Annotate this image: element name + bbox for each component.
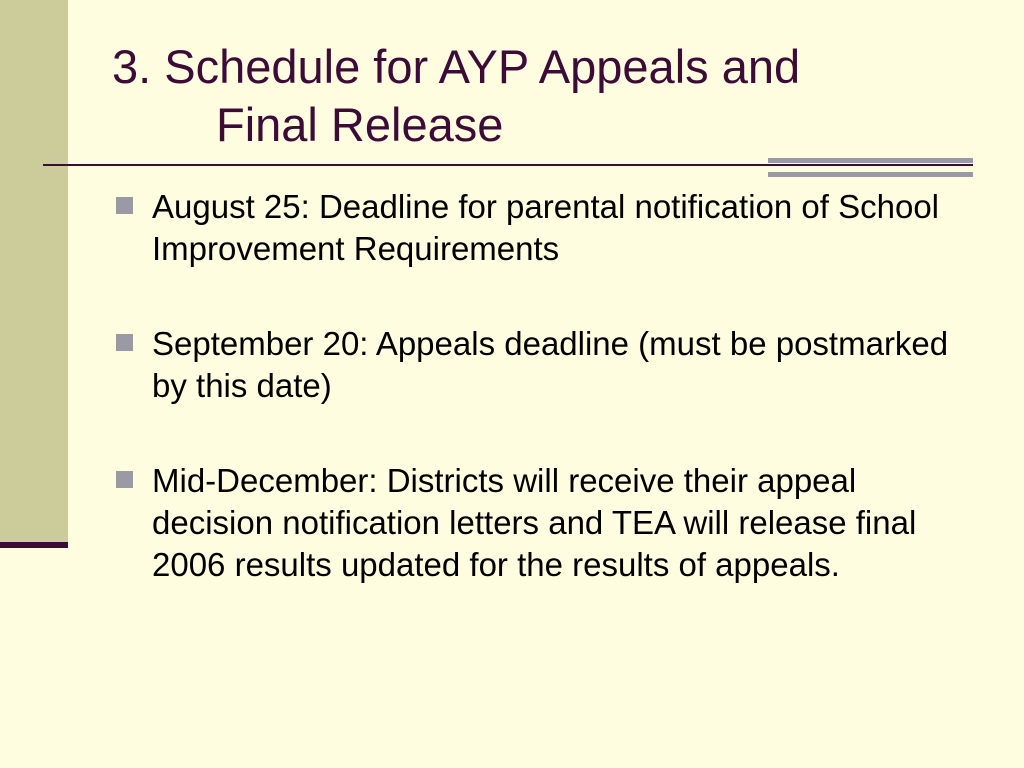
left-accent-bar [0,542,68,548]
bullet-text: Mid-December: Districts will receive their appeal decision notification letters and TEA will release final 2006 results updated for the results of appeals. [152,462,917,583]
square-bullet-icon [116,197,133,214]
bullet-item [116,186,966,270]
bullet-item [116,323,966,407]
slide-title [112,38,992,154]
decorative-gray-bar-bottom [768,172,973,177]
bullet-text: September 20: Appeals deadline (must be postmarked by this date) [152,325,949,404]
left-decorative-band [0,0,68,544]
title-divider [43,164,973,166]
bullet-list [116,186,966,639]
title-line-1: 3. Schedule for AYP Appeals and [112,40,801,93]
decorative-gray-bar-top [768,158,973,163]
square-bullet-icon [116,334,133,351]
title-line-2: Final Release [216,98,504,151]
square-bullet-icon [116,471,133,488]
bullet-item [116,460,966,586]
bullet-text: August 25: Deadline for parental notification of School Improvement Requirements [152,188,940,267]
